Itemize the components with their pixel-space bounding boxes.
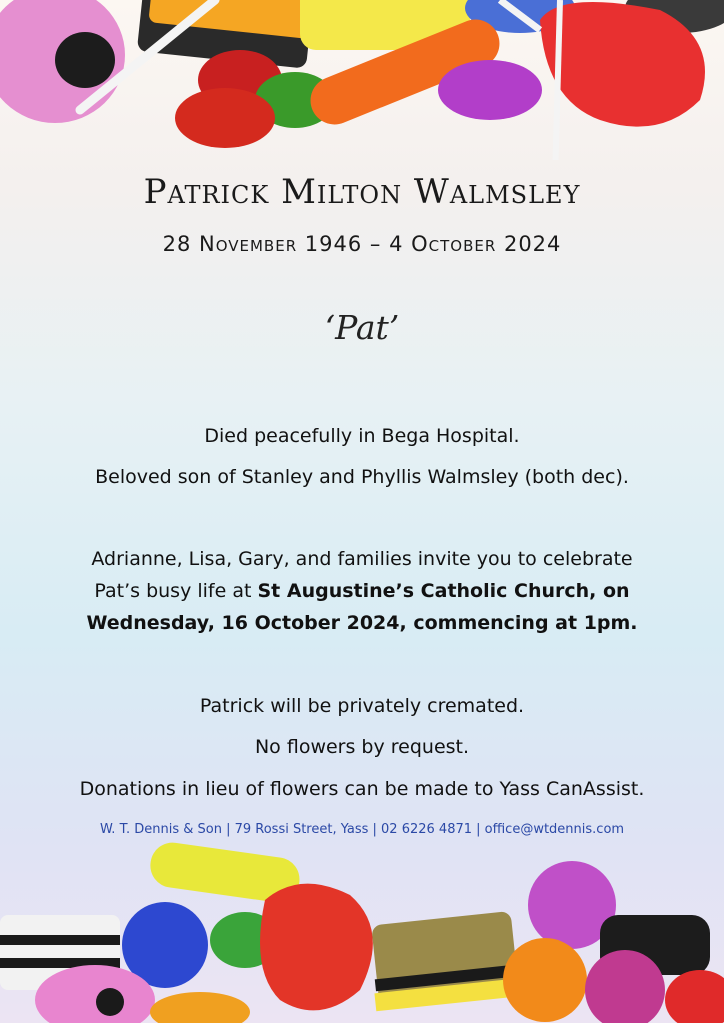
invitation-line-3	[0, 607, 724, 639]
orange-ball-candy	[503, 938, 587, 1022]
red-candy-corner	[665, 970, 724, 1023]
invitation-line-1: Adrianne, Lisa, Gary, and families invite you to celebrate	[91, 548, 633, 570]
flowers-statement: No flowers by request.	[254, 736, 470, 758]
funeral-director-footer: W. T. Dennis & Son | 79 Rossi Street, Yass | 02 6226 4871 | office@wtdennis.com	[99, 822, 625, 837]
service-date-time: Wednesday, 16 October 2024, commencing at 1pm.	[86, 612, 638, 634]
service-invitation	[0, 543, 724, 639]
purple-disc-candy	[438, 60, 542, 120]
invitation-line-2-plain: Pat’s busy life at	[94, 580, 258, 602]
candy-decoration-bottom	[0, 840, 724, 1023]
deceased-name: Patrick Milton Walmsley	[143, 172, 581, 212]
pink-licorice-center	[96, 988, 124, 1016]
black-licorice-center	[55, 32, 115, 88]
death-statement: Died peacefully in Bega Hospital.	[204, 425, 520, 447]
donations-statement: Donations in lieu of flowers can be made to Yass CanAssist.	[79, 778, 645, 800]
red-lollipop-bottom	[260, 884, 373, 1011]
red-disc-candy-2	[175, 88, 275, 148]
nickname: ‘Pat’	[324, 308, 400, 347]
cremation-statement: Patrick will be privately cremated.	[199, 695, 525, 717]
candy-decoration-top	[0, 0, 724, 160]
invitation-line-2	[0, 575, 724, 607]
church-name: St Augustine’s Catholic Church, on	[257, 580, 630, 602]
orange-candy-bottom	[150, 992, 250, 1023]
life-dates: 28 November 1946 – 4 October 2024	[162, 232, 562, 256]
parents-statement: Beloved son of Stanley and Phyllis Walmsley (both dec).	[95, 466, 629, 488]
allsort-stripe	[0, 935, 120, 945]
